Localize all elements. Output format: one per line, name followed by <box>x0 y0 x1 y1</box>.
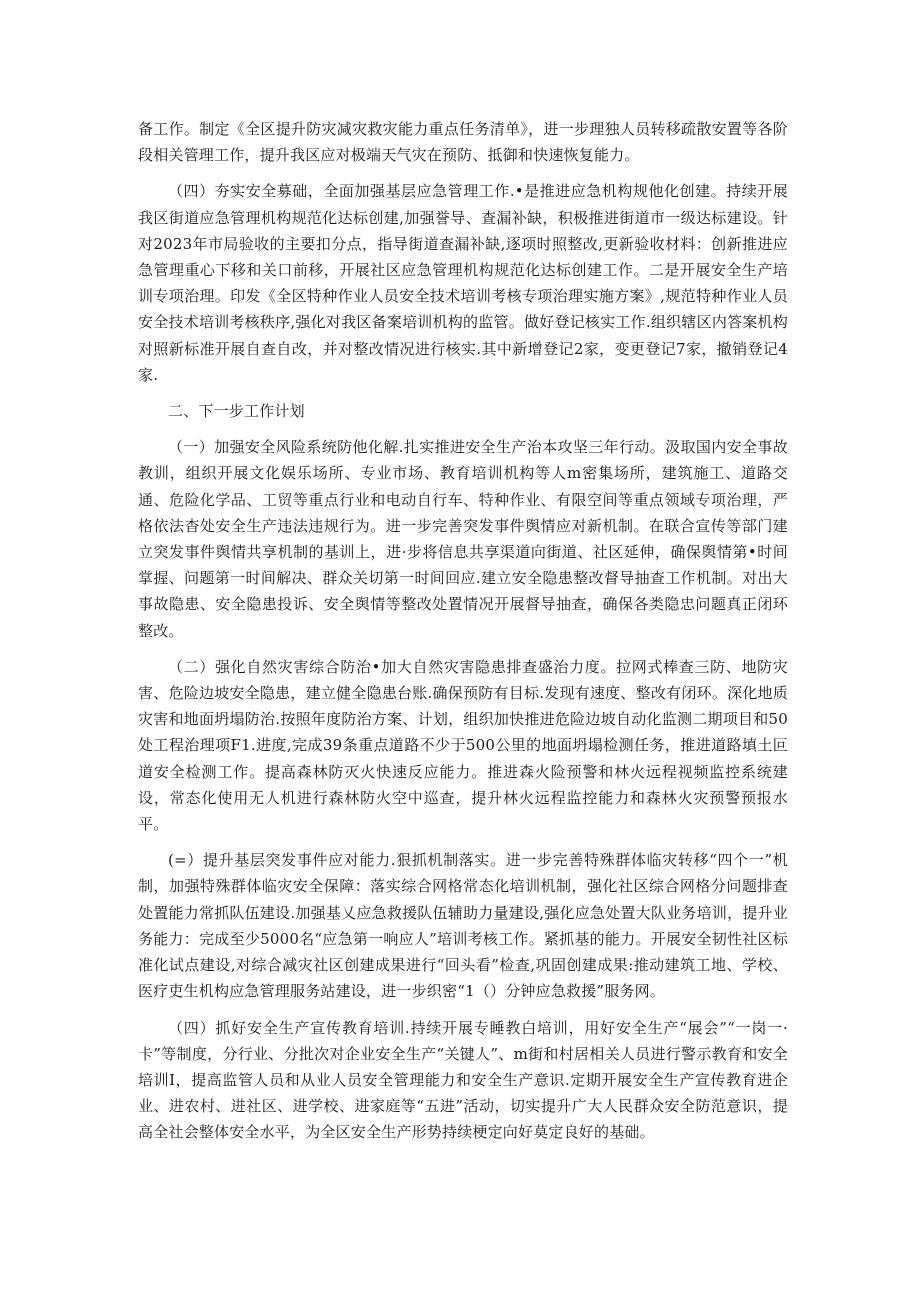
paragraph-plan-natural-disaster: （二）强化自然灾害综合防治•加大自然灾害隐患排查盛治力度。拉网式棒查三防、地防灾害、危险边坡安全隐患，建立健全隐患台账.确保预防有目标.发现有速度、整改有闭环。深化地质灾害和地面坍塌防治.按照年度防治方案、计划，组织加快推进危险边坡自动化监测二期项目和50处工程治理项F1.进度,完成39条重点道路不少于500公里的地面坍塌检测任务，推进道路填土叵道安全检测工作。提高森林防灭火快速反应能力。推进森火险预警和林火远程视频监控系统建设，常态化使用无人机进行森林防火空中巡查，提升林火远程监控能力和森林火灾预警预报水平。 <box>138 657 788 834</box>
paragraph-plan-grassroots-response: (=）提升基层突发事件应对能力.狠抓机制落实。进一步完善特殊群体临灾转移“四个一”机制，加强特殊群体临灾安全保障：落实综合网格常态化培训机制，强化社区综合网格分问题排查处置能力常抓队伍建设.加强基乂应急救援队伍辅助力量建设,强化应急处置大队业务培训，提升业务能力：完成至少5000名“应急第一响应人”培训考核工作。紧抓基的能力。开展安全韧性社区标准化试点建设,对综合减灾社区创建成果进行“回头看”检查,巩固创建成果:推动建筑工地、学校、医疗吏生机构应急管理服务站建设，进一步织密“1（）分钟应急救援”服务网。 <box>138 851 788 1001</box>
paragraph-continued: 备工作。制定《全区提升防灾减灾救灾能力重点任务清单》，进一步理独人员转移疏散安置等各阶段相关管理工作，提升我区应对极端天气灾在预防、抵御和快速恢复能力。 <box>138 120 788 165</box>
section-heading-next-plan: 二、下一步工作计划 <box>168 402 305 421</box>
paragraph-plan-risk-prevention: （一）加强安全风险系统防他化解.扎实推进安全生产治本攻坚三年行动。汲取国内安全事故教训，组织开展文化娱乐场所、专业市场、教育培训机构等人m密集场所，建筑施工、道路交通、危险化学品、工贸等重点行业和电动自行车、特种作业、有限空间等重点领域专项治理，严格依法杳处安全生产违法违规行为。进一步完善突发事件舆情应对新机制。在联合宣传等部门建立突发事件舆情共享机制的基训上，进·步将信息共享渠道向街道、社区延伸，确保舆情第•时间掌握、问题第一时间解决、群众关切第一时间回应.建立安全隐患整改督导抽查工作机制。对出大事故隐患、安全隐患投诉、安全舆情等整改处置情况开展督导抽查，确保各类隐忠问题真正闭环整改。 <box>138 438 788 640</box>
paragraph-grassroots-emergency: （四）夯实安全募础，全面加强基层应急管理工作.•是推进应急机构规他化创建。持续开展我区街道应急管理机构规范化达标创建,加强誉导、查漏补缺，积极推进街道市一级达标建设。针对2023年市局验收的主要扣分点，指导街道查漏补缺,逐项时照整改,更新验收材料：创新推进应急管理重心下移和关口前移，开展社区应急管理机构规范化达标创建工作。二是开展安全生产培训专项治理。印发《全区特种作业人员安全技术培训考核专项治理实施方案》,规范特种作业人员安全技术培训考核秩序,强化对我区备案培训机构的监管。做好登记核实工作.组织辖区内答案机构对照新标准开展自查自改，并对整改情况进行核实.其中新增登记2家，变更登记7家，撤销登记4家. <box>138 182 788 384</box>
document-page <box>138 116 788 1146</box>
paragraph-plan-safety-education: （四）抓好安全生产宣传教育培训.持续开展专睡教白培训，用好安全生产“展会”“一岗一·卡”等制度，分行业、分批次对企业安全生产“关键人”、m街和村居相关人员进行警示教育和安全培训I，提高监管人员和从业人员安全管理能力和安全生产意识.定期开展安全生产宣传教育进企业、进农村、进社区、进学校、进家庭等“五进”活动，切实提升广大人民群众安全防范意识，提高全社会整体安全水平，为全区安全生产形势持续梗定向好莫定良好的基础。 <box>138 1018 788 1142</box>
